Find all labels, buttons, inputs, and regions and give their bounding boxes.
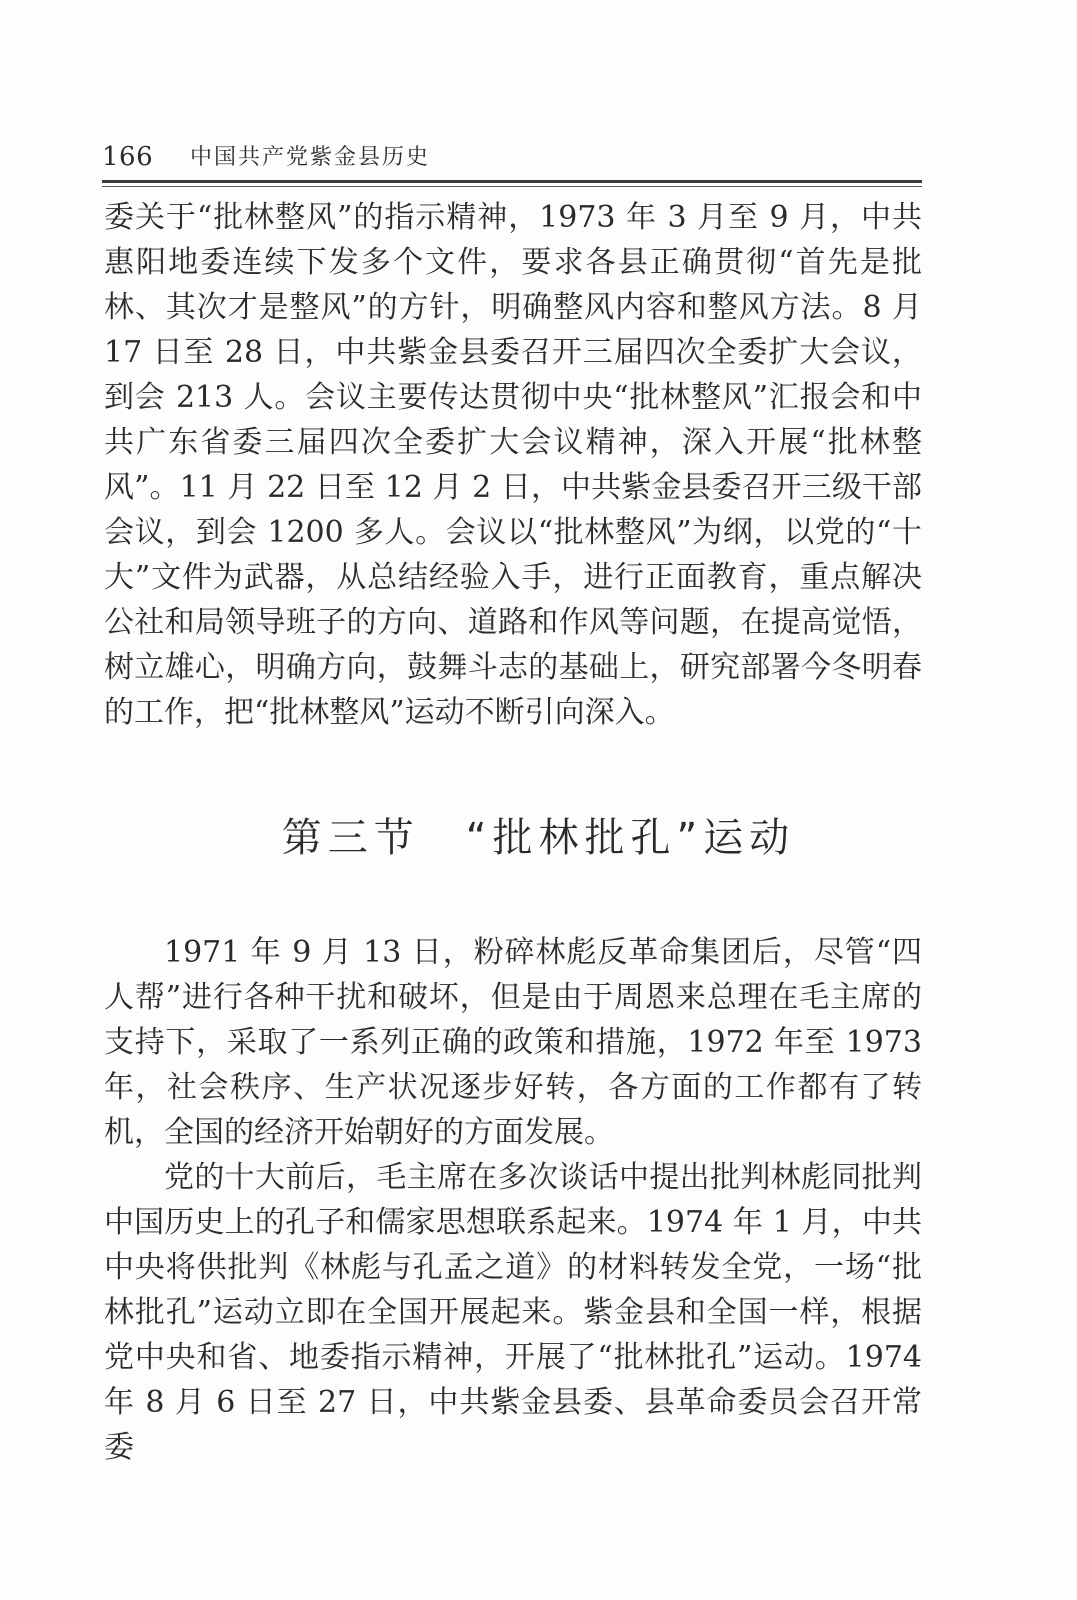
running-head bbox=[102, 140, 922, 180]
paragraph-continued: 委关于“批林整风”的指示精神，1973 年 3 月至 9 月，中共惠阳地委连续下发多个文件，要求各县正确贯彻“首先是批林、其次才是整风”的方针，明确整风内容和整风方法。8 月 17 日至 28 日，中共紫金县委召开三届四次全委扩大会议，到会 213 人。会议主要传达贯彻中央“批林整风”汇报会和中共广东省委三届四次全委扩大会议精神，深入开展“批林整风”。11 月 22 日至 12 月 2 日，中共紫金县委召开三级干部会议，到会 1200 多人。会议以“批林整风”为纲，以党的“十大”文件为武器，从总结经验入手，进行正面教育，重点解决公社和局领导班子的方向、道路和作风等问题，在提高觉悟，树立雄心，明确方向，鼓舞斗志的基础上，研究部署今冬明春的工作，把“批林整风”运动不断引向深入。 bbox=[104, 200, 922, 730]
book-title: 中国共产党紫金县历史 bbox=[190, 145, 431, 170]
section-heading: 第三节 “批林批孔”运动 bbox=[281, 815, 796, 861]
continued-text-block bbox=[104, 195, 922, 735]
paragraph: 1971 年 9 月 13 日，粉碎林彪反革命集团后，尽管“四人帮”进行各种干扰和破坏，但是由于周恩来总理在毛主席的支持下，采取了一系列正确的政策和措施，1972 年至 1973 年，社会秩序、生产状况逐步好转，各方面的工作都有了转机，全国的经济开始朝好的方面发展。 bbox=[104, 935, 922, 1150]
header-rule-thin bbox=[102, 186, 922, 187]
paragraph: 党的十大前后，毛主席在多次谈话中提出批判林彪同批判中国历史上的孔子和儒家思想联系起来。1974 年 1 月，中共中央将供批判《林彪与孔孟之道》的材料转发全党，一场“批林批孔”运动立即在全国开展起来。紫金县和全国一样，根据党中央和省、地委指示精神，开展了“批林批孔”运动。1974 年 8 月 6 日至 27 日，中共紫金县委、县革命委员会召开常委 bbox=[104, 1160, 922, 1465]
page-number: 166 bbox=[102, 142, 154, 172]
header-rule-thick bbox=[102, 180, 922, 183]
section-text-block bbox=[104, 930, 922, 1470]
